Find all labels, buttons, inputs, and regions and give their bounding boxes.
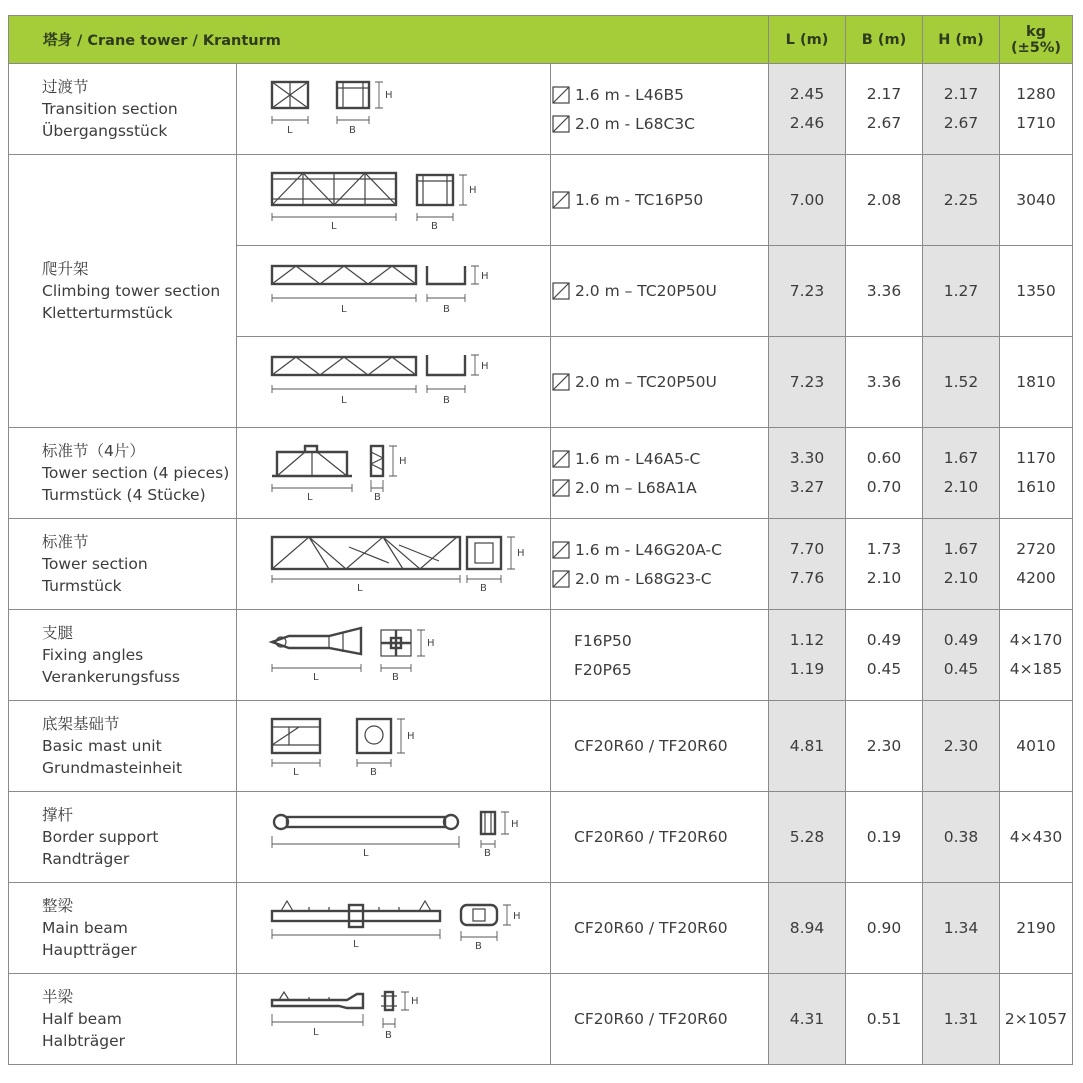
dim-label-h: H [385,90,393,101]
section-icon [551,114,571,134]
model-line: 1.6 m - TC16P50 [551,186,768,215]
model-cell [551,155,769,246]
svg-text:L: L [363,848,369,859]
value-kg: 2190 [1000,883,1073,974]
model-cell [551,610,769,701]
model-cell [551,974,769,1065]
table-row [9,428,1073,519]
svg-text:H: H [399,456,407,467]
climbing-section-drawing [269,169,499,231]
svg-text:H: H [411,996,419,1007]
climbing-section-u-drawing [269,351,499,413]
section-icon [551,478,571,498]
section-icon [551,372,571,392]
value-kg: 2×1057 [1000,974,1073,1065]
value-h: 1.27 [923,246,1000,337]
transition-section-drawing [269,78,419,140]
model-line: CF20R60 / TF20R60 [574,737,728,755]
svg-text:L: L [331,221,337,232]
table-row [9,155,1073,246]
svg-text:B: B [443,395,450,406]
section-icon [551,190,571,210]
svg-text:B: B [385,1030,392,1041]
value-kg: 1280 1710 [1000,64,1073,155]
value-h: 1.31 [923,974,1000,1065]
model-cell [551,246,769,337]
component-name: 爬升架 Climbing tower section Kletterturmstück [9,155,237,428]
basic-mast-unit-drawing [269,715,429,777]
value-l: 3.30 3.27 [769,428,846,519]
model-cell [551,337,769,428]
value-b: 0.60 0.70 [846,428,923,519]
value-kg: 4×430 [1000,792,1073,883]
dim-label-l: L [287,125,293,136]
value-kg: 3040 [1000,155,1073,246]
value-h: 0.49 0.45 [923,610,1000,701]
value-l: 2.45 2.46 [769,64,846,155]
component-name: 整梁 Main beam Hauptträger [9,883,237,974]
table-row [9,883,1073,974]
model-cell [551,883,769,974]
section-icon [551,569,571,589]
component-drawing [237,610,551,701]
value-l: 7.00 [769,155,846,246]
svg-text:L: L [313,1027,319,1038]
col-header-b: B (m) [846,16,923,64]
model-line: CF20R60 / TF20R60 [574,1010,728,1028]
value-b: 3.36 [846,337,923,428]
table-row [9,519,1073,610]
dim-label-b: B [349,125,356,136]
value-kg: 1810 [1000,337,1073,428]
value-h: 1.67 2.10 [923,519,1000,610]
value-l: 4.81 [769,701,846,792]
col-header-kg: kg (±5%) [1000,16,1073,64]
model-line: 2.0 m – L68A1A [551,473,768,502]
value-l: 5.28 [769,792,846,883]
model-line: 2.0 m – TC20P50U [551,368,768,397]
component-drawing [237,701,551,792]
model-cell [551,792,769,883]
svg-text:B: B [475,941,482,952]
model-line: 2.0 m - L68C3C [551,109,768,138]
component-name: 支腿 Fixing angles Verankerungsfuss [9,610,237,701]
component-drawing [237,428,551,519]
model-line: CF20R60 / TF20R60 [574,828,728,846]
value-h: 2.17 2.67 [923,64,1000,155]
svg-text:L: L [293,767,299,778]
svg-text:L: L [313,672,319,683]
model-cell [551,64,769,155]
value-l: 7.70 7.76 [769,519,846,610]
svg-text:B: B [484,848,491,859]
table-row [9,701,1073,792]
table-row [9,610,1073,701]
crane-tower-spec-table [8,15,1073,1065]
svg-text:B: B [370,767,377,778]
section-icon [551,449,571,469]
value-kg: 1170 1610 [1000,428,1073,519]
component-drawing [237,64,551,155]
component-drawing [237,246,551,337]
model-cell [551,519,769,610]
svg-text:L: L [341,395,347,406]
half-beam-drawing [269,988,469,1050]
model-line: 1.6 m - L46A5-C [551,444,768,473]
component-name: 撑杆 Border support Randträger [9,792,237,883]
model-line: F16P50 [574,631,632,650]
value-kg: 4×170 4×185 [1000,610,1073,701]
model-line: 2.0 m – TC20P50U [551,277,768,306]
value-h: 1.34 [923,883,1000,974]
value-b: 0.51 [846,974,923,1065]
tower-section-4-pieces-drawing [269,442,419,504]
model-line: 2.0 m - L68G23-C [551,564,768,593]
component-name: 标准节 Tower section Turmstück [9,519,237,610]
model-line: 1.6 m - L46G20A-C [551,535,768,564]
svg-text:B: B [431,221,438,232]
model-cell [551,701,769,792]
model-line: CF20R60 / TF20R60 [574,919,728,937]
fixing-angles-drawing [269,624,469,686]
value-l: 8.94 [769,883,846,974]
table-row [9,792,1073,883]
svg-text:H: H [469,185,477,196]
component-drawing [237,883,551,974]
model-line: 1.6 m - L46B5 [551,80,768,109]
value-l: 7.23 [769,337,846,428]
component-drawing [237,155,551,246]
value-l: 1.12 1.19 [769,610,846,701]
value-b: 0.90 [846,883,923,974]
value-b: 3.36 [846,246,923,337]
value-kg: 4010 [1000,701,1073,792]
component-drawing [237,792,551,883]
value-h: 2.30 [923,701,1000,792]
header-row [9,16,1073,64]
component-name: 底架基础节 Basic mast unit Grundmasteinheit [9,701,237,792]
svg-text:H: H [517,548,525,559]
model-cell [551,428,769,519]
value-l: 7.23 [769,246,846,337]
svg-text:B: B [443,304,450,315]
svg-text:L: L [353,939,359,950]
value-b: 0.19 [846,792,923,883]
table-title: 塔身 / Crane tower / Kranturm [9,16,769,64]
section-icon [551,281,571,301]
svg-text:H: H [481,271,489,282]
table-row [9,974,1073,1065]
main-beam-drawing [269,897,539,959]
component-drawing [237,974,551,1065]
section-icon [551,85,571,105]
value-h: 1.52 [923,337,1000,428]
component-name: 半梁 Half beam Halbträger [9,974,237,1065]
value-b: 2.30 [846,701,923,792]
svg-text:H: H [511,819,519,830]
svg-text:B: B [392,672,399,683]
component-name: 标准节（4片） Tower section (4 pieces) Turmstück (4 Stücke) [9,428,237,519]
value-h: 0.38 [923,792,1000,883]
svg-text:L: L [341,304,347,315]
table-row [9,64,1073,155]
value-h: 2.25 [923,155,1000,246]
svg-text:B: B [480,583,487,594]
col-header-h: H (m) [923,16,1000,64]
value-b: 2.17 2.67 [846,64,923,155]
svg-text:H: H [427,638,435,649]
svg-text:L: L [357,583,363,594]
value-b: 0.49 0.45 [846,610,923,701]
tower-section-drawing [269,533,539,595]
value-h: 1.67 2.10 [923,428,1000,519]
svg-text:H: H [407,731,415,742]
value-l: 4.31 [769,974,846,1065]
climbing-section-u-drawing [269,260,499,322]
value-kg: 2720 4200 [1000,519,1073,610]
col-header-l: L (m) [769,16,846,64]
component-drawing [237,337,551,428]
section-icon [551,540,571,560]
component-name: 过渡节 Transition section Übergangsstück [9,64,237,155]
value-kg: 1350 [1000,246,1073,337]
svg-text:H: H [513,911,521,922]
value-b: 1.73 2.10 [846,519,923,610]
model-line: F20P65 [574,660,632,679]
svg-text:B: B [374,492,381,503]
border-support-drawing [269,806,539,868]
svg-text:L: L [307,492,313,503]
svg-text:H: H [481,361,489,372]
component-drawing [237,519,551,610]
value-b: 2.08 [846,155,923,246]
